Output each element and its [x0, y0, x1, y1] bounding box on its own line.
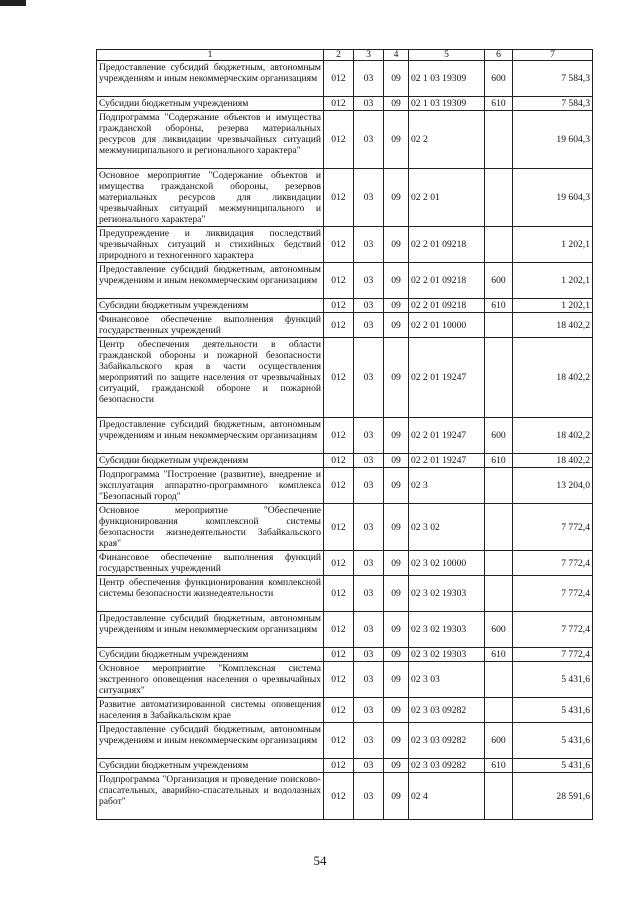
row-amount-cell: 19 604,3 — [513, 169, 593, 227]
row-admin-code-cell: 012 — [324, 648, 354, 662]
row-name-cell: Центр обеспечения деятельности в области гражданской обороны и пожарной безопасности Забайкальского края в части осуществления мероприятий по защите населения от чрезвычайных ситуаций, гражданской обороне и пожарной безопасности — [97, 338, 324, 418]
row-name-cell: Предоставление субсидий бюджетным, автономным учреждениям и иным некоммерческим организациям — [97, 61, 324, 97]
row-name-cell: Предупреждение и ликвидация последствий чрезвычайных ситуаций и стихийных бедствий природного и техногенного характера — [97, 227, 324, 263]
row-admin-code-cell: 012 — [324, 759, 354, 773]
row-admin-code-cell: 012 — [324, 111, 354, 169]
table-row — [97, 504, 593, 551]
row-subsection-cell: 09 — [384, 576, 409, 612]
row-amount-cell: 18 402,2 — [513, 313, 593, 338]
row-expense-type-cell — [485, 504, 513, 551]
row-subsection-cell: 09 — [384, 61, 409, 97]
row-section-cell: 03 — [354, 169, 384, 227]
row-target-code-cell: 02 3 03 09282 — [409, 723, 485, 759]
row-subsection-cell: 09 — [384, 468, 409, 504]
header-cell: 5 — [409, 50, 485, 61]
row-target-code-cell: 02 1 03 19309 — [409, 61, 485, 97]
table-row — [97, 662, 593, 698]
row-name-cell: Субсидии бюджетным учреждениям — [97, 299, 324, 313]
table-row — [97, 338, 593, 418]
row-subsection-cell: 09 — [384, 111, 409, 169]
header-cell: 4 — [384, 50, 409, 61]
row-expense-type-cell — [485, 227, 513, 263]
row-subsection-cell: 09 — [384, 454, 409, 468]
row-amount-cell: 5 431,6 — [513, 723, 593, 759]
row-section-cell: 03 — [354, 773, 384, 820]
row-section-cell: 03 — [354, 723, 384, 759]
row-admin-code-cell: 012 — [324, 227, 354, 263]
row-section-cell: 03 — [354, 648, 384, 662]
row-expense-type-cell: 600 — [485, 612, 513, 648]
row-section-cell: 03 — [354, 551, 384, 576]
row-subsection-cell: 09 — [384, 648, 409, 662]
row-section-cell: 03 — [354, 111, 384, 169]
row-admin-code-cell: 012 — [324, 468, 354, 504]
row-amount-cell: 1 202,1 — [513, 299, 593, 313]
row-expense-type-cell — [485, 698, 513, 723]
row-section-cell: 03 — [354, 759, 384, 773]
row-amount-cell: 7 584,3 — [513, 61, 593, 97]
row-name-cell: Основное мероприятие "Содержание объектов и имущества гражданской обороны, резервов материальных ресурсов для ликвидации чрезвычайных ситуаций межмуниципального и регионального характера" — [97, 169, 324, 227]
row-admin-code-cell: 012 — [324, 61, 354, 97]
row-expense-type-cell — [485, 169, 513, 227]
row-expense-type-cell — [485, 111, 513, 169]
header-cell: 6 — [485, 50, 513, 61]
row-name-cell: Субсидии бюджетным учреждениям — [97, 97, 324, 111]
row-subsection-cell: 09 — [384, 759, 409, 773]
scan-edge-mark — [0, 0, 26, 6]
row-subsection-cell: 09 — [384, 97, 409, 111]
row-amount-cell: 7 772,4 — [513, 648, 593, 662]
row-subsection-cell: 09 — [384, 169, 409, 227]
row-expense-type-cell: 610 — [485, 648, 513, 662]
table-row — [97, 576, 593, 612]
row-amount-cell: 1 202,1 — [513, 227, 593, 263]
row-admin-code-cell: 012 — [324, 97, 354, 111]
row-expense-type-cell — [485, 468, 513, 504]
row-target-code-cell: 02 2 01 19247 — [409, 418, 485, 454]
row-amount-cell: 19 604,3 — [513, 111, 593, 169]
row-target-code-cell: 02 2 01 09218 — [409, 227, 485, 263]
row-amount-cell: 7 772,4 — [513, 612, 593, 648]
row-admin-code-cell: 012 — [324, 551, 354, 576]
row-subsection-cell: 09 — [384, 299, 409, 313]
row-amount-cell: 7 584,3 — [513, 97, 593, 111]
row-section-cell: 03 — [354, 263, 384, 299]
row-name-cell: Финансовое обеспечение выполнения функций государственных учреждений — [97, 313, 324, 338]
header-cell: 1 — [97, 50, 324, 61]
row-admin-code-cell: 012 — [324, 773, 354, 820]
row-target-code-cell: 02 3 02 19303 — [409, 648, 485, 662]
row-name-cell: Основное мероприятие "Комплексная система экстренного оповещения населения о чрезвычайных ситуациях" — [97, 662, 324, 698]
row-admin-code-cell: 012 — [324, 418, 354, 454]
row-subsection-cell: 09 — [384, 263, 409, 299]
table-row — [97, 612, 593, 648]
row-target-code-cell: 02 3 03 09282 — [409, 759, 485, 773]
row-section-cell: 03 — [354, 504, 384, 551]
row-amount-cell: 18 402,2 — [513, 338, 593, 418]
row-expense-type-cell: 610 — [485, 97, 513, 111]
row-expense-type-cell — [485, 551, 513, 576]
row-target-code-cell: 02 3 — [409, 468, 485, 504]
row-name-cell: Финансовое обеспечение выполнения функций государственных учреждений — [97, 551, 324, 576]
row-target-code-cell: 02 4 — [409, 773, 485, 820]
table-row — [97, 111, 593, 169]
row-expense-type-cell — [485, 662, 513, 698]
row-target-code-cell: 02 2 — [409, 111, 485, 169]
table-row — [97, 299, 593, 313]
table-row — [97, 454, 593, 468]
row-admin-code-cell: 012 — [324, 576, 354, 612]
row-target-code-cell: 02 3 02 10000 — [409, 551, 485, 576]
row-expense-type-cell: 600 — [485, 61, 513, 97]
row-admin-code-cell: 012 — [324, 723, 354, 759]
row-target-code-cell: 02 3 03 — [409, 662, 485, 698]
table-body — [97, 61, 593, 820]
row-admin-code-cell: 012 — [324, 612, 354, 648]
row-subsection-cell: 09 — [384, 698, 409, 723]
row-admin-code-cell: 012 — [324, 313, 354, 338]
row-target-code-cell: 02 1 03 19309 — [409, 97, 485, 111]
row-subsection-cell: 09 — [384, 313, 409, 338]
row-expense-type-cell — [485, 338, 513, 418]
table-row — [97, 97, 593, 111]
row-name-cell: Центр обеспечения функционирования комплексной системы безопасности жизнедеятельности — [97, 576, 324, 612]
row-section-cell: 03 — [354, 418, 384, 454]
row-target-code-cell: 02 3 02 — [409, 504, 485, 551]
row-expense-type-cell: 600 — [485, 723, 513, 759]
row-subsection-cell: 09 — [384, 723, 409, 759]
row-expense-type-cell: 610 — [485, 299, 513, 313]
row-section-cell: 03 — [354, 698, 384, 723]
table-header-row — [97, 50, 593, 61]
row-subsection-cell: 09 — [384, 551, 409, 576]
header-cell: 3 — [354, 50, 384, 61]
header-cell: 7 — [513, 50, 593, 61]
row-name-cell: Предоставление субсидий бюджетным, автономным учреждениям и иным некоммерческим организациям — [97, 723, 324, 759]
row-subsection-cell: 09 — [384, 338, 409, 418]
row-name-cell: Подпрограмма "Построение (развитие), внедрение и эксплуатация аппаратно-программного комплекса "Безопасный город" — [97, 468, 324, 504]
row-section-cell: 03 — [354, 338, 384, 418]
row-admin-code-cell: 012 — [324, 454, 354, 468]
row-amount-cell: 5 431,6 — [513, 662, 593, 698]
row-amount-cell: 18 402,2 — [513, 454, 593, 468]
row-target-code-cell: 02 2 01 19247 — [409, 338, 485, 418]
row-target-code-cell: 02 3 02 19303 — [409, 612, 485, 648]
row-admin-code-cell: 012 — [324, 338, 354, 418]
table-row — [97, 61, 593, 97]
row-target-code-cell: 02 3 02 19303 — [409, 576, 485, 612]
row-name-cell: Развитие автоматизированной системы оповещения населения в Забайкальском крае — [97, 698, 324, 723]
row-name-cell: Субсидии бюджетным учреждениям — [97, 454, 324, 468]
row-name-cell: Основное мероприятие "Обеспечение функционирования комплексной системы безопасности жизнедеятельности Забайкальского края" — [97, 504, 324, 551]
row-target-code-cell: 02 2 01 19247 — [409, 454, 485, 468]
row-section-cell: 03 — [354, 576, 384, 612]
row-amount-cell: 18 402,2 — [513, 418, 593, 454]
row-name-cell: Предоставление субсидий бюджетным, автономным учреждениям и иным некоммерческим организациям — [97, 612, 324, 648]
row-target-code-cell: 02 2 01 09218 — [409, 263, 485, 299]
row-subsection-cell: 09 — [384, 504, 409, 551]
table-row — [97, 723, 593, 759]
table-row — [97, 759, 593, 773]
row-amount-cell: 13 204,0 — [513, 468, 593, 504]
row-target-code-cell: 02 2 01 10000 — [409, 313, 485, 338]
row-amount-cell: 7 772,4 — [513, 576, 593, 612]
row-name-cell: Предоставление субсидий бюджетным, автономным учреждениям и иным некоммерческим организациям — [97, 263, 324, 299]
row-section-cell: 03 — [354, 97, 384, 111]
row-amount-cell: 5 431,6 — [513, 759, 593, 773]
row-section-cell: 03 — [354, 612, 384, 648]
row-subsection-cell: 09 — [384, 227, 409, 263]
row-target-code-cell: 02 2 01 — [409, 169, 485, 227]
row-expense-type-cell — [485, 576, 513, 612]
row-amount-cell: 7 772,4 — [513, 504, 593, 551]
table-row — [97, 468, 593, 504]
row-section-cell: 03 — [354, 299, 384, 313]
row-admin-code-cell: 012 — [324, 662, 354, 698]
row-subsection-cell: 09 — [384, 773, 409, 820]
row-expense-type-cell: 610 — [485, 454, 513, 468]
row-expense-type-cell — [485, 773, 513, 820]
row-amount-cell: 1 202,1 — [513, 263, 593, 299]
table-row — [97, 773, 593, 820]
row-name-cell: Подпрограмма "Содержание объектов и имущества гражданской обороны, резерва материальных ресурсов для ликвидации чрезвычайных ситуаций межмуниципального и регионального характера" — [97, 111, 324, 169]
row-section-cell: 03 — [354, 468, 384, 504]
row-admin-code-cell: 012 — [324, 263, 354, 299]
table-row — [97, 313, 593, 338]
row-amount-cell: 28 591,6 — [513, 773, 593, 820]
row-section-cell: 03 — [354, 61, 384, 97]
row-name-cell: Предоставление субсидий бюджетным, автономным учреждениям и иным некоммерческим организациям — [97, 418, 324, 454]
row-expense-type-cell: 610 — [485, 759, 513, 773]
row-expense-type-cell: 600 — [485, 263, 513, 299]
table-row — [97, 418, 593, 454]
row-name-cell: Подпрограмма "Организация и проведение поисково-спасательных, аварийно-спасательных и водолазных работ" — [97, 773, 324, 820]
row-section-cell: 03 — [354, 454, 384, 468]
row-admin-code-cell: 012 — [324, 299, 354, 313]
row-section-cell: 03 — [354, 313, 384, 338]
row-expense-type-cell — [485, 313, 513, 338]
table-row — [97, 169, 593, 227]
table-row — [97, 648, 593, 662]
row-amount-cell: 7 772,4 — [513, 551, 593, 576]
header-cell: 2 — [324, 50, 354, 61]
row-target-code-cell: 02 2 01 09218 — [409, 299, 485, 313]
row-target-code-cell: 02 3 03 09282 — [409, 698, 485, 723]
row-name-cell: Субсидии бюджетным учреждениям — [97, 759, 324, 773]
table-row — [97, 227, 593, 263]
row-subsection-cell: 09 — [384, 612, 409, 648]
table-row — [97, 263, 593, 299]
row-admin-code-cell: 012 — [324, 169, 354, 227]
table-row — [97, 698, 593, 723]
row-section-cell: 03 — [354, 662, 384, 698]
page-number: 54 — [313, 853, 327, 868]
budget-table — [96, 49, 593, 820]
row-subsection-cell: 09 — [384, 662, 409, 698]
row-name-cell: Субсидии бюджетным учреждениям — [97, 648, 324, 662]
row-admin-code-cell: 012 — [324, 698, 354, 723]
row-expense-type-cell: 600 — [485, 418, 513, 454]
row-admin-code-cell: 012 — [324, 504, 354, 551]
table-row — [97, 551, 593, 576]
row-section-cell: 03 — [354, 227, 384, 263]
row-subsection-cell: 09 — [384, 418, 409, 454]
row-amount-cell: 5 431,6 — [513, 698, 593, 723]
